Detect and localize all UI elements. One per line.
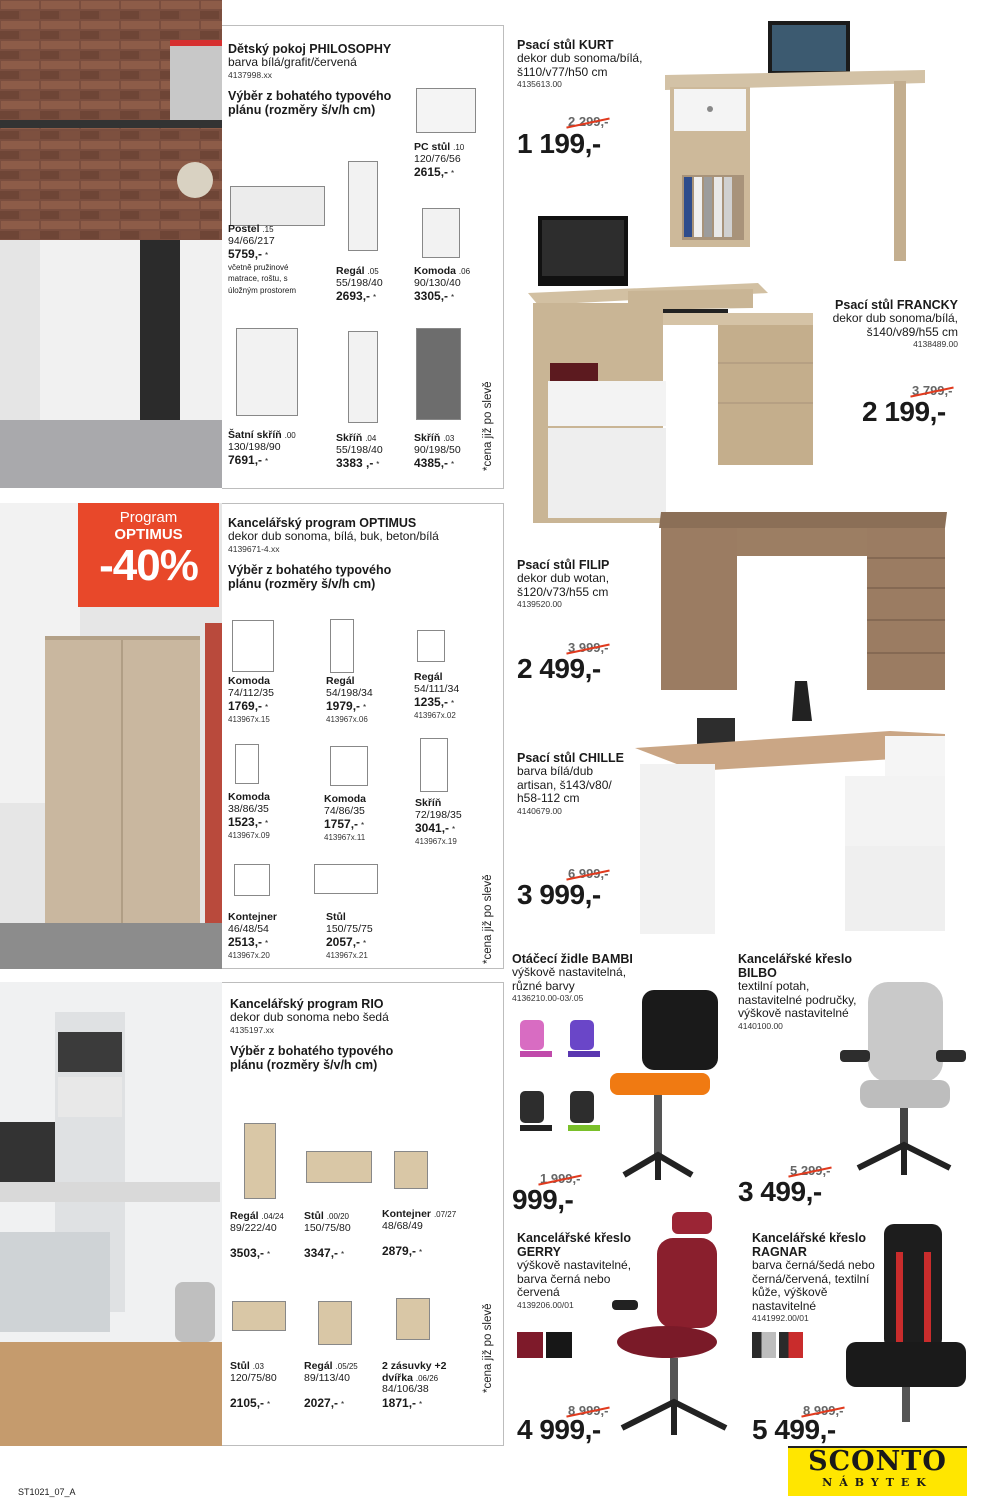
- francky-info: [800, 298, 958, 350]
- philosophy-panel: [222, 25, 504, 489]
- optimus-item-2: [326, 676, 373, 725]
- item-name: Komoda: [414, 265, 456, 277]
- item-name: Stůl: [326, 911, 346, 923]
- item-number: .15: [262, 225, 274, 234]
- item-price: 2057,-: [326, 935, 361, 949]
- bilbo-new-price: 3 499,-: [738, 1176, 822, 1207]
- item-number: .06/26: [415, 1373, 439, 1383]
- item-dims: 120/75/80: [230, 1371, 277, 1384]
- item-code: 413967x.21: [326, 950, 368, 960]
- rio-container-image: [394, 1151, 428, 1189]
- gerry-info: [517, 1231, 647, 1311]
- optimus-panel: [222, 503, 504, 969]
- item-dims: 90/198/50: [414, 443, 461, 456]
- item-name: Skříň: [336, 432, 363, 444]
- chille-info: [517, 751, 632, 817]
- optimus-title: Kancelářský program OPTIMUS: [228, 516, 417, 530]
- old-price-value: 1 999,-: [540, 1171, 581, 1186]
- ragnar-desc: barva černá/šedá nebo černá/červená, textilní kůže, výškově nastavitelné: [752, 1258, 875, 1313]
- item-number: .00: [284, 431, 296, 440]
- kurt-info: [517, 38, 662, 90]
- old-price-value: 6 999,-: [568, 866, 609, 881]
- item-dims: 84/106/38: [382, 1383, 429, 1395]
- item-name: Šatní skříň: [228, 429, 282, 441]
- item-name: Kontejner: [382, 1208, 432, 1220]
- item-name: Postel: [228, 223, 260, 235]
- price-star: *: [451, 825, 456, 834]
- old-price-value: 8 999,-: [568, 1403, 609, 1418]
- gerry-desc: výškově nastavitelné, barva černá nebo červená: [517, 1258, 632, 1299]
- price-star: *: [418, 1247, 423, 1257]
- item-name: Skříň: [415, 797, 442, 809]
- optimus-drawer-image: [235, 744, 259, 784]
- footer-code: ST1021_07_A: [18, 1487, 76, 1497]
- philosophy-subtitle: Výběr z bohatého typového plánu (rozměry š/v/h cm): [228, 88, 392, 117]
- price-star: *: [450, 460, 455, 469]
- item-name: Komoda: [228, 675, 270, 687]
- philosophy-item-pc-desk: [414, 142, 464, 180]
- item-number: .05/25: [335, 1362, 358, 1371]
- optimus-item-1: [228, 676, 274, 725]
- item-price: 1523,-: [228, 815, 263, 829]
- gerry-new-price: 4 999,-: [517, 1414, 601, 1445]
- old-price-value: 5 299,-: [790, 1163, 831, 1178]
- optimus-container-image: [234, 864, 270, 896]
- bambi-info: [512, 952, 647, 1004]
- item-number: .00/20: [326, 1212, 350, 1221]
- old-price-value: 8 999,-: [803, 1403, 844, 1418]
- kurt-desc: dekor dub sonoma/bílá, š110/v77/h50 cm: [517, 51, 643, 79]
- item-name: Stůl: [304, 1210, 324, 1222]
- francky-new-price: 2 199,-: [862, 396, 946, 427]
- item-name: Regál: [230, 1210, 259, 1222]
- item-code: 413967x.20: [228, 950, 270, 960]
- item-name: PC stůl: [414, 141, 451, 153]
- badge-discount: -40%: [99, 541, 198, 590]
- optimus-wardrobe-image: [420, 738, 448, 792]
- item-name: Kontejner: [228, 911, 278, 923]
- filip-image: [655, 508, 949, 694]
- item-price: 3383 ,-: [336, 456, 374, 470]
- item-price: 1757,-: [324, 817, 359, 831]
- item-price: 2027,-: [304, 1395, 339, 1410]
- price-star: *: [450, 699, 455, 708]
- rio-desk-small-image: [232, 1301, 286, 1331]
- item-name: Stůl: [230, 1360, 250, 1372]
- price-star: *: [266, 1399, 271, 1409]
- chille-image: [635, 676, 955, 938]
- item-price: 4385,-: [414, 456, 449, 470]
- item-price: 7691,-: [228, 453, 263, 467]
- item-dims: 54/111/34: [414, 682, 460, 695]
- kurt-code: 4135613.00: [517, 79, 562, 89]
- rio-title: Kancelářský program RIO: [230, 997, 384, 1011]
- item-name: 2 zásuvky +2 dvířka: [382, 1360, 447, 1384]
- price-star: *: [266, 1249, 271, 1259]
- item-price: 3041,-: [415, 821, 450, 835]
- item-number: .03: [443, 434, 455, 443]
- item-price: 2693,-: [336, 289, 371, 303]
- rio-desc: dekor dub sonoma nebo šedá: [230, 1010, 389, 1024]
- gerry-swatch-black: [546, 1332, 572, 1358]
- price-star: *: [264, 819, 269, 828]
- philosophy-item-cabinet-wide: [414, 433, 461, 471]
- ragnar-swatch-red: [779, 1332, 803, 1358]
- optimus-dresser2-image: [330, 746, 368, 786]
- chille-new-price: 3 999,-: [517, 879, 601, 910]
- bilbo-title: Kancelářské křeslo BILBO: [738, 952, 852, 980]
- item-name: Regál: [304, 1360, 333, 1372]
- ragnar-code: 4141992.00/01: [752, 1313, 809, 1323]
- item-note: včetně pružinové matrace, roštu, s úložným prostorem: [228, 262, 297, 295]
- item-dims: 38/86/35: [228, 802, 269, 815]
- kurt-old-price: [568, 114, 608, 129]
- price-star: *: [450, 169, 455, 178]
- price-star: *: [340, 1399, 345, 1409]
- ragnar-title: Kancelářské křeslo RAGNAR: [752, 1231, 866, 1259]
- optimus-item-7: [228, 912, 277, 961]
- rio-item-3: [382, 1209, 456, 1258]
- item-number: .07/27: [433, 1210, 457, 1219]
- price-star: *: [264, 703, 269, 712]
- item-dims: 55/198/40: [336, 276, 383, 289]
- item-dims: 89/222/40: [230, 1221, 277, 1234]
- rio-item-1: [230, 1211, 284, 1260]
- item-code: 413967x.09: [228, 830, 270, 840]
- francky-image: [528, 213, 818, 528]
- item-code: 413967x.06: [326, 714, 368, 724]
- price-star: *: [450, 293, 455, 302]
- item-dims: 120/76/56: [414, 152, 461, 165]
- kurt-title: Psací stůl KURT: [517, 38, 614, 52]
- item-dims: 55/198/40: [336, 443, 383, 456]
- optimus-shelf-tall-image: [330, 619, 354, 673]
- price-star: *: [372, 293, 377, 302]
- philosophy-photo: [0, 0, 222, 488]
- optimus-item-5: [324, 794, 366, 843]
- bambi-code: 4136210.00-03/.05: [512, 993, 584, 1003]
- bambi-new-price: 999,-: [512, 1184, 574, 1215]
- philosophy-item-cabinet-narrow: [336, 433, 383, 471]
- rio-price-note: *cena již po slevě: [482, 1303, 494, 1393]
- item-name: Regál: [336, 265, 365, 277]
- optimus-item-6: [415, 798, 462, 847]
- cabinet-narrow-image: [348, 331, 378, 423]
- filip-title: Psací stůl FILIP: [517, 558, 610, 572]
- optimus-desc: dekor dub sonoma, bílá, buk, beton/bílá: [228, 529, 439, 543]
- item-code: 413967x.11: [324, 832, 366, 842]
- item-price: 2105,-: [230, 1395, 265, 1410]
- ragnar-swatch-grey: [752, 1332, 776, 1358]
- item-price: 2513,-: [228, 935, 263, 949]
- filip-desc: dekor dub wotan, š120/v73/h55 cm: [517, 571, 610, 599]
- rio-item-6: [382, 1361, 464, 1410]
- item-price: 1235,-: [414, 695, 449, 709]
- badge-name: OPTIMUS: [114, 526, 183, 543]
- rio-photo: [0, 982, 222, 1446]
- optimus-item-8: [326, 912, 373, 961]
- francky-title: Psací stůl FRANCKY: [835, 298, 958, 312]
- rio-item-5: [304, 1361, 358, 1410]
- ragnar-new-price: 5 499,-: [752, 1414, 836, 1445]
- item-number: .04: [365, 434, 377, 443]
- item-dims: 90/130/40: [414, 276, 461, 289]
- gerry-swatch-red: [517, 1332, 543, 1358]
- logo-subtext: NÁBYTEK: [822, 1476, 933, 1489]
- rio-drawers-image: [396, 1298, 430, 1340]
- price-star: *: [264, 251, 269, 260]
- gerry-code: 4139206.00/01: [517, 1299, 574, 1310]
- rio-panel: [222, 982, 504, 1446]
- item-code: 413967x.02: [414, 710, 456, 720]
- optimus-subtitle: Výběr z bohatého typového plánu (rozměry š/v/h cm): [228, 562, 392, 591]
- item-dims: 150/75/75: [326, 922, 373, 935]
- bilbo-code: 4140100.00: [738, 1020, 783, 1031]
- francky-code: 4138489.00: [913, 339, 958, 349]
- item-price: 3503,-: [230, 1245, 265, 1260]
- item-name: Komoda: [228, 791, 270, 803]
- price-star: *: [360, 821, 365, 830]
- price-star: *: [362, 939, 367, 948]
- bambi-desc: výškově nastavitelná, různé barvy: [512, 965, 627, 993]
- item-name: Regál: [414, 671, 443, 683]
- logo-text: SCONTO: [808, 1446, 947, 1477]
- item-price: 1769,-: [228, 699, 263, 713]
- item-price: 3347,-: [304, 1245, 339, 1260]
- item-number: .05: [367, 267, 379, 276]
- chille-code: 4140679.00: [517, 805, 562, 816]
- philosophy-item-dresser: [414, 266, 470, 304]
- item-number: .06: [458, 267, 471, 276]
- price-star: *: [362, 703, 367, 712]
- old-price-value: 3 799,-: [912, 383, 953, 398]
- filip-code: 4139520.00: [517, 599, 562, 609]
- optimus-desk-image: [314, 864, 378, 894]
- rio-shelf-image: [244, 1123, 276, 1199]
- kurt-new-price: 1 199,-: [517, 128, 601, 159]
- item-name: Komoda: [324, 793, 366, 805]
- wardrobe-image: [236, 328, 298, 416]
- philosophy-item-shelf: [336, 266, 383, 304]
- optimus-item-3: [414, 672, 459, 721]
- item-price: 1979,-: [326, 699, 361, 713]
- philosophy-desc: barva bílá/grafit/červená: [228, 55, 357, 69]
- dresser-image: [422, 208, 460, 258]
- price-star: *: [264, 939, 269, 948]
- optimus-shelf-low-image: [417, 630, 445, 662]
- rio-subtitle: Výběr z bohatého typového plánu (rozměry š/v/h cm): [230, 1043, 394, 1072]
- item-price: 1871,-: [382, 1395, 417, 1410]
- philosophy-code: 4137998.xx: [228, 69, 272, 80]
- item-code: 413967x.19: [415, 836, 457, 846]
- optimus-item-4: [228, 792, 270, 841]
- item-dims: 89/113/40: [304, 1371, 350, 1384]
- chille-title: Psací stůl CHILLE: [517, 751, 624, 765]
- rio-code: 4135197.xx: [230, 1024, 274, 1035]
- price-star: *: [340, 1249, 345, 1259]
- rio-item-4: [230, 1361, 277, 1410]
- item-dims: 54/198/34: [326, 686, 373, 699]
- optimus-badge: [78, 503, 219, 607]
- item-dims: 94/66/217: [228, 234, 275, 247]
- philosophy-title: Dětský pokoj PHILOSOPHY: [228, 42, 392, 56]
- cabinet-wide-image: [416, 328, 461, 420]
- filip-new-price: 2 499,-: [517, 653, 601, 684]
- item-price: 2879,-: [382, 1243, 417, 1258]
- old-price-value: 2 299,-: [568, 114, 609, 129]
- item-number: .04/24: [261, 1212, 284, 1221]
- item-code: 413967x.15: [228, 714, 270, 724]
- item-dims: 72/198/35: [415, 808, 462, 821]
- price-star: *: [264, 457, 269, 466]
- item-price: 2615,-: [414, 165, 449, 179]
- item-dims: 48/68/49: [382, 1219, 423, 1232]
- item-number: .03: [252, 1362, 264, 1371]
- francky-desc: dekor dub sonoma/bílá, š140/v89/h55 cm: [832, 311, 958, 339]
- bilbo-info: [738, 952, 863, 1032]
- item-number: .10: [453, 143, 465, 152]
- gerry-title: Kancelářské křeslo GERRY: [517, 1231, 631, 1259]
- item-price: 3305,-: [414, 289, 449, 303]
- pc-desk-image: [416, 88, 476, 133]
- bilbo-desc: textilní potah, nastavitelné područky, výškově nastavitelné: [738, 979, 857, 1020]
- bambi-title: Otáčecí židle BAMBI: [512, 952, 633, 966]
- shelf-image: [348, 161, 378, 251]
- bambi-image: [512, 985, 732, 1183]
- sconto-logo: [788, 1446, 967, 1496]
- rio-shelf-low-image: [318, 1301, 352, 1345]
- item-name: Regál: [326, 675, 355, 687]
- item-dims: 46/48/54: [228, 922, 269, 935]
- item-dims: 130/198/90: [228, 440, 281, 453]
- optimus-dresser-image: [232, 620, 274, 672]
- optimus-price-note: *cena již po slevě: [482, 874, 494, 964]
- badge-program: Program: [119, 509, 178, 526]
- item-price: 5759,-: [228, 247, 263, 261]
- chille-desc: barva bílá/dub artisan, š143/v80/ h58-112 cm: [517, 764, 612, 805]
- item-dims: 74/86/35: [324, 804, 365, 817]
- item-dims: 74/112/35: [228, 686, 274, 699]
- optimus-code: 4139671-4.xx: [228, 543, 280, 554]
- price-star: *: [376, 460, 380, 469]
- old-price-value: 3 999,-: [568, 640, 609, 655]
- filip-info: [517, 558, 652, 610]
- philosophy-item-bed: [228, 224, 308, 296]
- price-star: *: [418, 1399, 423, 1409]
- philosophy-price-note: *cena již po slevě: [482, 381, 494, 471]
- philosophy-item-wardrobe: [228, 430, 296, 468]
- item-dims: 150/75/80: [304, 1221, 351, 1234]
- bed-image: [230, 186, 325, 226]
- rio-desk-image: [306, 1151, 372, 1183]
- rio-item-2: [304, 1211, 351, 1260]
- item-name: Skříň: [414, 432, 441, 444]
- ragnar-info: [752, 1231, 877, 1324]
